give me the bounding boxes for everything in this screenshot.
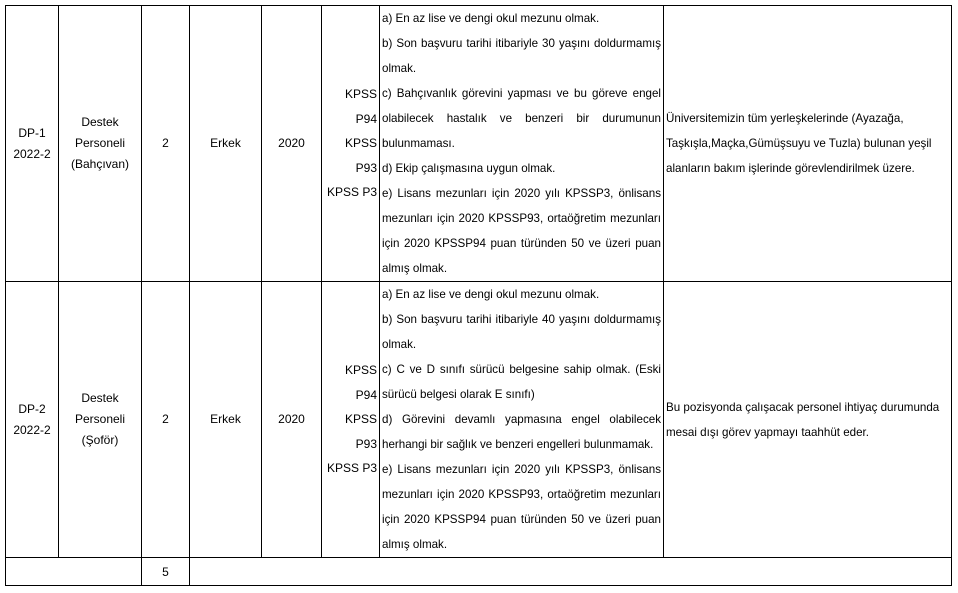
kpss-type: KPSS P94 bbox=[344, 87, 377, 126]
total-label-cell bbox=[6, 558, 142, 586]
position-gender: Erkek bbox=[190, 282, 262, 558]
total-count: 5 bbox=[142, 558, 190, 586]
description-line: mesai dışı görev yapmayı taahhüt eder. bbox=[666, 425, 870, 439]
position-title bbox=[59, 282, 142, 558]
title-line: Personeli bbox=[74, 136, 126, 150]
position-title bbox=[59, 6, 142, 282]
total-empty-cell bbox=[190, 558, 952, 586]
position-count: 2 bbox=[142, 6, 190, 282]
description-line: Taşkışla,Maçka,Gümüşsuyu ve Tuzla) bulunan yeşil bbox=[666, 137, 932, 150]
kpss-types bbox=[322, 282, 380, 558]
kpss-type: KPSS P94 bbox=[344, 363, 377, 402]
requirement-item: a) En az lise ve dengi okul mezunu olmak. bbox=[382, 288, 600, 301]
kpss-year: 2020 bbox=[262, 282, 322, 558]
requirement-item: a) En az lise ve dengi okul mezunu olmak. bbox=[382, 12, 600, 25]
kpss-types bbox=[322, 6, 380, 282]
description-line: Üniversitemizin tüm yerleşkelerinde (Ayazağa, bbox=[666, 112, 904, 125]
requirement-item: d) Görevini devamlı yapmasına engel olabilecek herhangi bir sağlık ve benzeri engelleri bulunmamak. bbox=[382, 413, 661, 451]
code-line: 2022-2 bbox=[13, 422, 51, 437]
table-row bbox=[6, 282, 952, 558]
code-line: DP-2 bbox=[18, 401, 46, 416]
requirements bbox=[380, 282, 664, 558]
title-line: Destek bbox=[81, 115, 119, 129]
code-line: 2022-2 bbox=[13, 146, 51, 161]
kpss-type: KPSS P93 bbox=[344, 136, 377, 175]
position-gender: Erkek bbox=[190, 6, 262, 282]
kpss-type: KPSS P3 bbox=[326, 185, 377, 200]
title-line: Personeli bbox=[74, 412, 126, 426]
table-row bbox=[6, 6, 952, 282]
total-row bbox=[6, 558, 952, 586]
description-line: Bu pozisyonda çalışacak personel ihtiyaç durumunda bbox=[666, 400, 940, 414]
title-line: (Şoför) bbox=[81, 433, 119, 447]
kpss-type: KPSS P93 bbox=[344, 412, 377, 451]
positions-table bbox=[5, 5, 952, 586]
position-count: 2 bbox=[142, 282, 190, 558]
description-line: alanların bakım işlerinde görevlendirilmek üzere. bbox=[666, 162, 915, 175]
requirement-item: e) Lisans mezunları için 2020 yılı KPSSP3, önlisans mezunları için 2020 KPSSP93, ortaöğretim mezunları için 2020 KPSSP94 puan türünden 50 ve üzeri puan almış olmak. bbox=[382, 187, 661, 275]
requirement-item: b) Son başvuru tarihi itibariyle 40 yaşını doldurmamış olmak. bbox=[382, 313, 661, 351]
requirement-item: c) Bahçıvanlık görevini yapması ve bu göreve engel olabilecek hastalık ve benzeri bir durumunun bulunmaması. bbox=[382, 87, 661, 150]
kpss-type: KPSS P3 bbox=[326, 461, 377, 476]
description bbox=[664, 282, 952, 558]
kpss-year: 2020 bbox=[262, 6, 322, 282]
description bbox=[664, 6, 952, 282]
requirement-item: e) Lisans mezunları için 2020 yılı KPSSP3, önlisans mezunları için 2020 KPSSP93, ortaöğretim mezunları için 2020 KPSSP94 puan türünden 50 ve üzeri puan almış olmak. bbox=[382, 463, 661, 551]
requirement-item: c) C ve D sınıfı sürücü belgesine sahip olmak. (Eski sürücü belgesi olarak E sınıfı) bbox=[382, 363, 661, 401]
code-line: DP-1 bbox=[18, 125, 46, 140]
position-code bbox=[6, 6, 59, 282]
requirements bbox=[380, 6, 664, 282]
requirement-item: b) Son başvuru tarihi itibariyle 30 yaşını doldurmamış olmak. bbox=[382, 37, 661, 75]
title-line: (Bahçıvan) bbox=[70, 157, 130, 171]
requirement-item: d) Ekip çalışmasına uygun olmak. bbox=[382, 162, 556, 175]
position-code bbox=[6, 282, 59, 558]
title-line: Destek bbox=[81, 391, 119, 405]
